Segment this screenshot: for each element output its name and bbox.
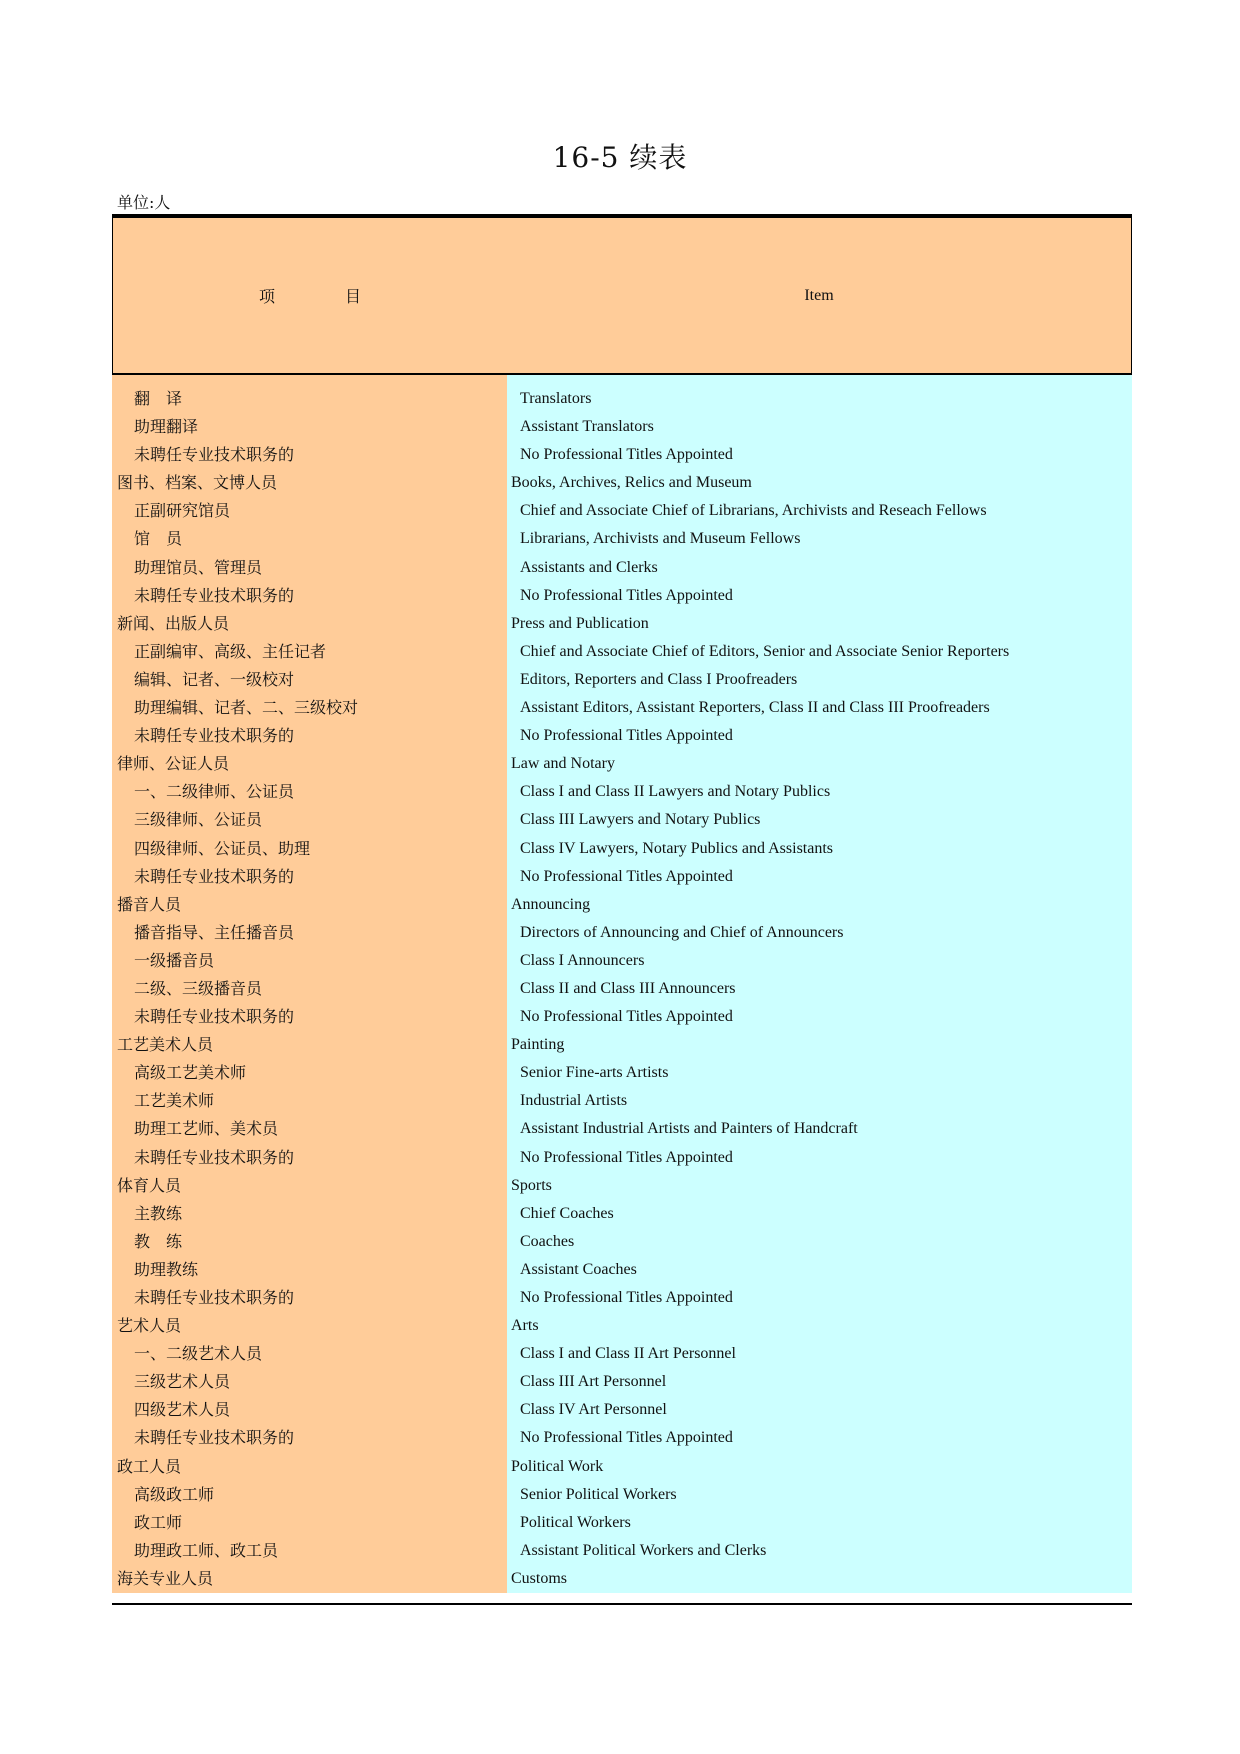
table-row-en-sub: Class III Lawyers and Notary Publics <box>520 811 761 829</box>
table-row-en-sub: Class I Announcers <box>520 951 645 969</box>
table-row-en-category: Arts <box>511 1317 539 1335</box>
table-row-cn-sub: 未聘任专业技术职务的 <box>134 1428 295 1448</box>
table-row-cn-category: 新闻、出版人员 <box>117 613 230 633</box>
header-english: Item <box>804 286 834 304</box>
table-row-cn-category: 播音人员 <box>117 894 182 914</box>
table-row-en-sub: Industrial Artists <box>520 1092 628 1110</box>
table-row-cn-sub: 未聘任专业技术职务的 <box>134 445 295 465</box>
table-header <box>112 218 1132 375</box>
table-row-en-sub: No Professional Titles Appointed <box>520 1008 733 1026</box>
table-row-en-category: Books, Archives, Relics and Museum <box>511 474 752 492</box>
table-row-cn-sub: 高级工艺美术师 <box>134 1063 247 1083</box>
table-row-cn-sub: 四级艺术人员 <box>134 1400 231 1420</box>
table-row-en-sub: Coaches <box>520 1232 575 1250</box>
table-row-en-category: Law and Notary <box>511 755 615 773</box>
table-row-cn-sub: 未聘任专业技术职务的 <box>134 1007 295 1027</box>
table-row-cn-sub: 助理工艺师、美术员 <box>134 1119 279 1139</box>
table-row-en-sub: Assistants and Clerks <box>520 558 658 576</box>
table-row-cn-sub: 正副研究馆员 <box>134 501 231 521</box>
table-row-cn-sub: 一、二级律师、公证员 <box>134 782 295 802</box>
table-row-cn-sub: 播音指导、主任播音员 <box>134 922 295 942</box>
table-row-en-sub: Chief Coaches <box>520 1204 614 1222</box>
table-row-cn-sub: 未聘任专业技术职务的 <box>134 1147 295 1167</box>
table-row-en-category: Political Work <box>511 1457 604 1475</box>
table-row-cn-sub: 一级播音员 <box>134 950 215 970</box>
table-row-en-sub: Chief and Associate Chief of Editors, Senior and Associate Senior Reporters <box>520 642 1010 660</box>
header-cn-part1: 项 <box>258 287 275 306</box>
table-row-cn-sub: 三级律师、公证员 <box>134 810 263 830</box>
table-row-en-sub: Political Workers <box>520 1513 631 1531</box>
table-row-cn-sub: 未聘任专业技术职务的 <box>134 866 295 886</box>
table-row-en-category: Announcing <box>511 895 591 913</box>
table-row-cn-sub: 高级政工师 <box>134 1484 215 1504</box>
table-row-cn-sub: 二级、三级播音员 <box>134 978 263 998</box>
table-row-cn-sub: 一、二级艺术人员 <box>134 1344 263 1364</box>
table-row-en-sub: Editors, Reporters and Class I Proofreaders <box>520 670 798 688</box>
table-row-cn-sub: 助理编辑、记者、二、三级校对 <box>134 698 359 718</box>
table-row-en-sub: Class I and Class II Art Personnel <box>520 1345 736 1363</box>
table-row-en-sub: Assistant Political Workers and Clerks <box>520 1541 767 1559</box>
table-row-en-sub: Assistant Editors, Assistant Reporters, Class II and Class III Proofreaders <box>520 699 990 717</box>
table-row-cn-sub: 工艺美术师 <box>134 1091 215 1111</box>
table-row-cn-category: 体育人员 <box>117 1175 182 1195</box>
table-row-en-sub: No Professional Titles Appointed <box>520 1289 733 1306</box>
unit-label: 单位:人 <box>117 193 171 212</box>
header-chinese <box>113 218 507 373</box>
table-row-en-sub: No Professional Titles Appointed <box>520 446 733 464</box>
table-row-en-category: Customs <box>511 1569 568 1587</box>
table-body <box>112 375 1132 1593</box>
table-row-en-sub: Class IV Art Personnel <box>520 1401 667 1419</box>
table-row-cn-sub: 编辑、记者、一级校对 <box>134 669 295 689</box>
table-row-cn-sub: 四级律师、公证员、助理 <box>134 838 311 858</box>
table-row-cn-sub: 未聘任专业技术职务的 <box>134 726 295 746</box>
table-row-cn-sub: 助理政工师、政工员 <box>134 1540 279 1560</box>
table-row-cn-sub: 正副编审、高级、主任记者 <box>134 641 327 661</box>
table-row-cn-sub: 助理翻译 <box>134 417 199 437</box>
table-row-en-sub: Class I and Class II Lawyers and Notary Publics <box>520 783 831 801</box>
table-row-en-sub: Assistant Coaches <box>520 1260 637 1278</box>
table-row-en-sub: Class IV Lawyers, Notary Publics and Assistants <box>520 839 834 857</box>
table-row-en-sub: No Professional Titles Appointed <box>520 1429 733 1447</box>
table-row-cn-category: 海关专业人员 <box>117 1568 214 1588</box>
table-row-en-sub: No Professional Titles Appointed <box>520 586 733 604</box>
page-title: 16-5 续表 <box>552 141 688 174</box>
table-row-en-category: Sports <box>511 1176 552 1194</box>
table-row-en-sub: Class III Art Personnel <box>520 1373 667 1391</box>
table-row-cn-category: 工艺美术人员 <box>117 1035 214 1055</box>
table-row-en-sub: No Professional Titles Appointed <box>520 1148 733 1166</box>
english-column <box>507 385 1132 1593</box>
data-table <box>112 214 1132 1605</box>
table-row-en-sub: Assistant Industrial Artists and Painters of Handcraft <box>520 1120 858 1138</box>
table-row-cn-sub: 教 练 <box>134 1231 183 1251</box>
table-row-cn-sub: 三级艺术人员 <box>134 1372 231 1392</box>
bottom-rule <box>112 1603 1132 1605</box>
table-row-cn-category: 艺术人员 <box>117 1316 182 1336</box>
table-row-cn-category: 政工人员 <box>117 1456 182 1476</box>
table-row-cn-sub: 助理教练 <box>134 1259 199 1279</box>
table-row-cn-sub: 翻 译 <box>134 389 183 408</box>
table-row-en-sub: No Professional Titles Appointed <box>520 727 733 745</box>
table-row-en-sub: Assistant Translators <box>520 418 654 436</box>
table-row-cn-sub: 馆 员 <box>134 529 183 549</box>
table-row-en-category: Painting <box>511 1036 565 1054</box>
table-row-en-sub: Translators <box>520 390 592 407</box>
table-row-en-sub: Senior Political Workers <box>520 1485 677 1503</box>
table-row-en-sub: Senior Fine-arts Artists <box>520 1064 669 1082</box>
table-row-en-sub: Librarians, Archivists and Museum Fellows <box>520 530 801 548</box>
table-row-cn-sub: 助理馆员、管理员 <box>134 557 263 577</box>
table-row-cn-sub: 未聘任专业技术职务的 <box>134 1288 295 1307</box>
table-row-cn-category: 律师、公证人员 <box>117 754 230 774</box>
table-row-cn-sub: 政工师 <box>134 1512 183 1532</box>
table-row-cn-sub: 主教练 <box>134 1203 183 1223</box>
table-row-en-sub: Class II and Class III Announcers <box>520 979 736 997</box>
table-row-cn-sub: 未聘任专业技术职务的 <box>134 585 295 605</box>
table-row-en-sub: Directors of Announcing and Chief of Announcers <box>520 923 844 941</box>
header-cn-part2: 目 <box>345 287 362 306</box>
chinese-column <box>112 385 507 1593</box>
table-row-cn-category: 图书、档案、文博人员 <box>117 473 278 493</box>
table-row-en-sub: Chief and Associate Chief of Librarians, Archivists and Reseach Fellows <box>520 502 987 520</box>
table-row-en-category: Press and Publication <box>511 614 649 632</box>
table-row-en-sub: No Professional Titles Appointed <box>520 867 733 885</box>
